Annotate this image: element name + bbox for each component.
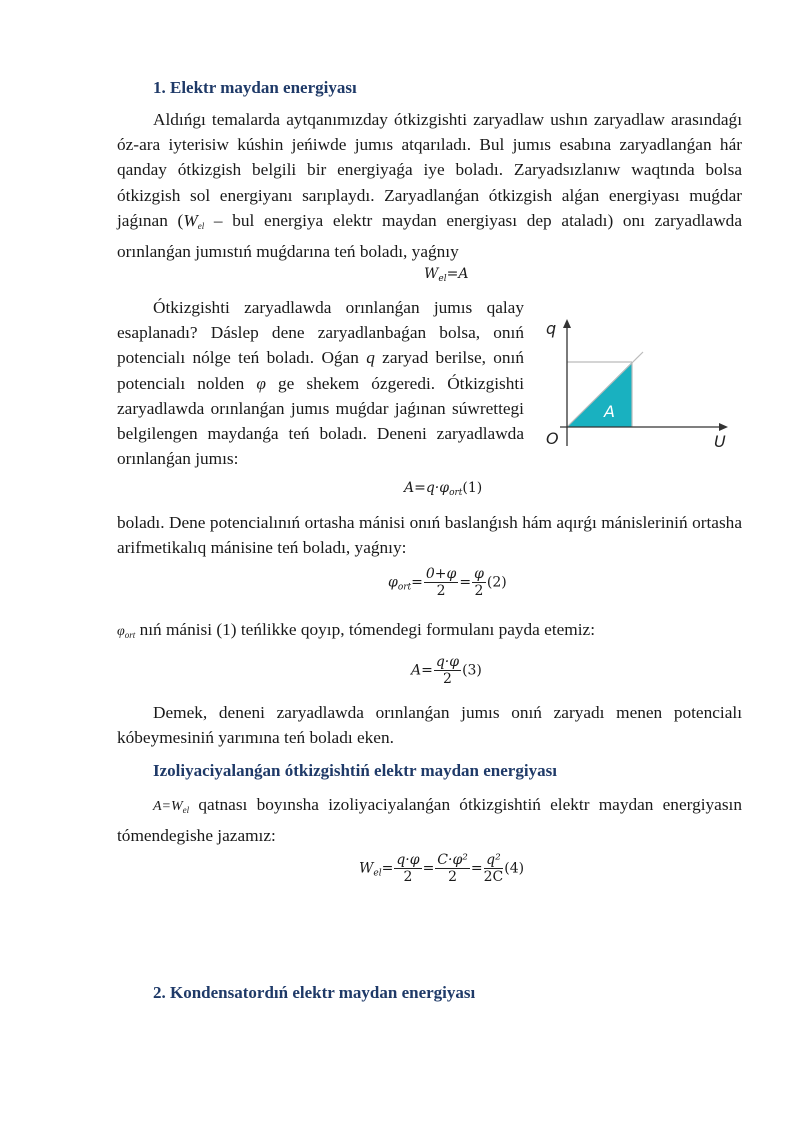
y-axis-label: q [546, 319, 557, 338]
charge-potential-graph [542, 318, 732, 458]
paragraph-6: $A=W_{el}$ qatnası boyınsha izoliyaciyalanǵan ótkizgishtiń elektr maydan energiyasın tómendegishe jazamız: [117, 795, 742, 846]
x-axis-label: U [714, 432, 726, 451]
area-label: A [604, 402, 615, 421]
formula-4: $W_{el}=$ $\frac{q\cdot\varphi}{2}$ = $\frac{\text{C·φ²}}{2}$ = $\frac{\text{q²}}{2C}$ (4) [359, 852, 525, 885]
formula-3: A= $\frac{q\cdot\varphi}{2}$ (3) [411, 654, 482, 687]
formula-2: $\varphi_{ort}=$ $\frac{0+\varphi}{2}$ = $\frac{\varphi}{2}$ (2) [388, 566, 507, 599]
formula-wel-equals-a: $W_{el}=A$ [424, 266, 469, 284]
paragraph-1: Aldıńgı temalarda aytqanımızday ótkizgishti zaryadlaw ushın zaryadlaw arasındaǵı óz-ara iyterisiw kúshin jeńiwde jumıs atqarıladı. Bul jumıs esabına zaryadlanǵan hár qanday ótkizgish belgili bir energiyaǵa iye boladı. Zaryadsızlanıw waqtında bolsa ótkizgish sol energiyanı sarıplaydı. Zaryadlanǵan ótkizgish alǵan energiyası muǵdar jaǵınan ($W_{el}$ – bul energiya elektr maydan energiyası dep ataladı) onı zaryadlawda orınlanǵan jumıstıń muǵdarına teń boladı, yaǵnıy [117, 110, 742, 262]
formula-1: $A=q\cdot\varphi_{ort}(1)$ [404, 480, 483, 498]
section-heading-3: 2. Kondensatordıń elektr maydan energiyası [153, 983, 476, 1002]
paragraph-5: Demek, deneni zaryadlawda orınlanǵan jumıs onıń zaryadı menen potencialı kóbeymesiniń yarımına teń boladı eken. [117, 703, 742, 748]
origin-label: O [546, 429, 559, 448]
section-heading-2: Izoliyaciyalanǵan ótkizgishtiń elektr maydan energiyası [153, 761, 557, 780]
paragraph-4: $\varphi_{ort}$ nıń mánisi (1) teńlikke qoyıp, tómendegi formulanı payda etemiz: [117, 620, 596, 640]
x-axis-arrow [719, 423, 728, 431]
y-axis-arrow [563, 319, 571, 328]
paragraph-3: boladı. Dene potencialınıń ortasha mánisi onıń baslanǵısh hám aqırǵı mánisleriniń ortasha arifmetikalıq mánisine teń boladı, yaǵnıy: [117, 513, 742, 558]
section-heading-1: 1. Elektr maydan energiyası [153, 78, 357, 97]
paragraph-2: Ótkizgishti zaryadlawda orınlanǵan jumıs qalay esaplanadı? Dáslep dene zaryadlanbaǵan bolsa, onıń potencialı nólge teń boladı. Oǵan q zaryad berilse, onıń potencialı nolden φ ge shekem ózgeredi. Ótkizgishti zaryadlawda orınlanǵan jumıs muǵdar jaǵınan súwrettegi belgilengen maydanǵa teń boladı. Deneni zaryadlawda orınlanǵan jumıs: [117, 298, 524, 469]
